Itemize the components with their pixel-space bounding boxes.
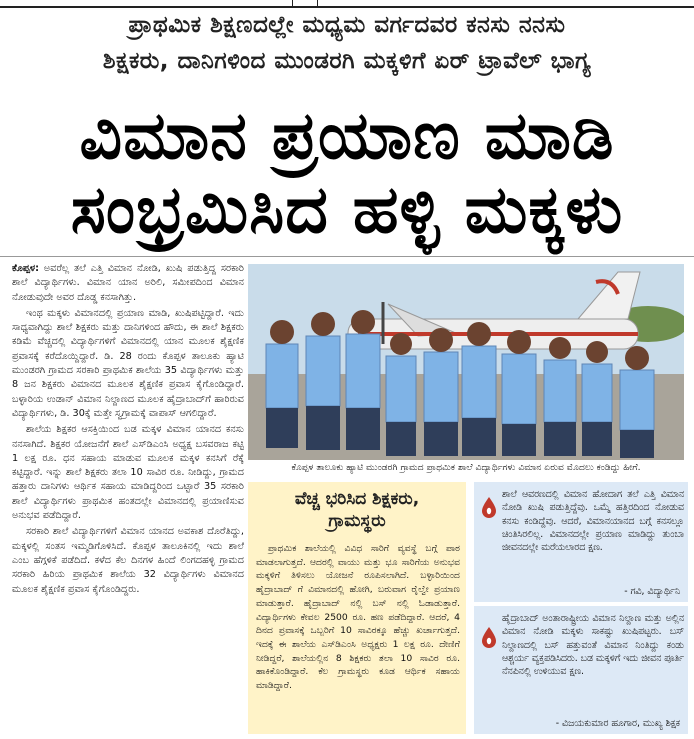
sidebar-box: [248, 482, 466, 734]
photo-caption: ಕೊಪ್ಪಳ ತಾಲೂಕು ಹ್ಯಾಟಿ ಮುಂಡರಗಿ ಗ್ರಾಮದ ಪ್ರಾಥಮಿಕ ಶಾಲೆ ವಿದ್ಯಾರ್ಥಿಗಳು ವಿಮಾನ ಏರುವ ಮೊದಲು ಕಂಡಿದ್ದು ಹೀಗೆ.: [291, 462, 641, 473]
quote-text: ಶಾಲೆ ಆವರಣದಲ್ಲಿ ವಿಮಾನ ಹೋದಾಗ ತಲೆ ಎತ್ತಿ ವಿಮಾನ ನೋಡಿ ಖುಷಿ ಪಡುತ್ತಿದ್ದೆವು. ಒಮ್ಮೆ ಹತ್ತಿರದಿಂದ ನೋಡುವ ಕನಸು ಕಂಡಿದ್ದೆವು. ಆದರೆ, ವಿಮಾನಯಾನದ ಬಗ್ಗೆ ಕನಸಲ್ಲೂ ಚಿಂತಿಸಿರಲಿಲ್ಲ. ವಿಮಾನದಲ್ಲೇ ಪ್ರಯಾಣ ಮಾಡಿದ್ದು ತುಂಬಾ ಜೀವನದಲ್ಲೇ ಮರೆಯಲಾರದ ಕ್ಷಣ.: [502, 489, 684, 554]
kicker-line-2: ಶಿಕ್ಷಕರು, ದಾನಿಗಳಿಂದ ಮುಂಡರಗಿ ಮಕ್ಕಳಿಗೆ ಏರ್ ಟ್ರಾವೆಲ್ ಭಾಗ್ಯ: [102, 48, 592, 74]
news-photo: [248, 264, 684, 460]
dateline: ಕೊಪ್ಪಳ:: [12, 263, 40, 274]
top-rule: [0, 6, 694, 8]
quote-author: - ಗವಿ, ವಿದ್ಯಾರ್ಥಿನಿ: [624, 586, 680, 597]
paragraph-2: ಇಂಥ ಮಕ್ಕಳು ವಿಮಾನದಲ್ಲಿ ಪ್ರಯಾಣ ಮಾಡಿ, ಖುಷಿಪಟ್ಟಿದ್ದಾರೆ. ಇದು ಸಾಧ್ಯವಾಗಿದ್ದು ಶಾಲೆ ಶಿಕ್ಷಕರು ಮತ್ತು ದಾನಿಗಳಿಂದ ಹೌದು, ಈ ಶಾಲೆ ಶಿಕ್ಷಕರು ಕಡಿಮೆ ವೆಚ್ಚದಲ್ಲಿ ವಿದ್ಯಾರ್ಥಿಗಳಿಗೆ ವಿಮಾನದಲ್ಲಿ ಯಾನ ಮೂಲಕ ಶೈಕ್ಷಣಿಕ ಪ್ರವಾಸಕ್ಕೆ ಕರೆದೊಯ್ದಿದ್ದಾರೆ. ಡಿ. 28 ರಂದು ಕೊಪ್ಪಳ ತಾಲೂಕು ಹ್ಯಾಟಿ ಮುಂಡರಗಿ ಗ್ರಾಮದ ಸರಕಾರಿ ಪ್ರಾಥಮಿಕ ಶಾಲೆಯ 35 ವಿದ್ಯಾರ್ಥಿಗಳು ಮತ್ತು 8 ಜನ ಶಿಕ್ಷಕರು ವಿಮಾನದ ಮೂಲಕ ಶೈಕ್ಷಣಿಕ ಪ್ರವಾಸ ಕೈಗೊಂಡಿದ್ದಾರೆ. ಬಳ್ಳಾರಿಯ ಉಡಾನ್ ವಿಮಾನ ನಿಲ್ದಾಣದ ಮೂಲಕ ಹೈದ್ರಾಬಾದ್‌ಗೆ ಹಾರಿರುವ ವಿದ್ಯಾರ್ಥಿಗಳು, ಡಿ. 30ಕ್ಕೆ ಮತ್ತೇ ಸ್ವಗ್ರಾಮಕ್ಕೆ ವಾಪಾಸ್ ಆಗಲಿದ್ದಾರೆ.: [12, 307, 244, 419]
headline-line-1: ವಿಮಾನ ಪ್ರಯಾಣ ಮಾಡಿ: [79, 97, 615, 174]
paragraph-1: [12, 262, 244, 305]
headline-divider: [0, 256, 694, 257]
headline-line-2: ಸಂಭ್ರಮಿಸಿದ ಹಳ್ಳಿ ಮಕ್ಕಳು: [70, 171, 624, 248]
quote-box-teacher: [474, 606, 688, 734]
kicker-line-1: ಪ್ರಾಥಮಿಕ ಶಿಕ್ಷಣದಲ್ಲೇ ಮಧ್ಯಮ ವರ್ಗದವರ ಕನಸು ನನಸು: [128, 12, 566, 38]
quote-author: - ವಿಜಯಕುಮಾರ ಹೂಗಾರ, ಮುಖ್ಯ ಶಿಕ್ಷಕ: [555, 718, 680, 729]
sidebar-title: [248, 488, 466, 532]
sidebar-title-line-2: ಗ್ರಾಮಸ್ಥರು: [328, 511, 386, 531]
quote-mark-icon: [480, 496, 498, 518]
article-body: [12, 262, 244, 736]
news-photo-illustration: [248, 264, 684, 460]
quote-text: ಹೈದ್ರಾಬಾದ್ ಅಂತಾರಾಷ್ಟ್ರೀಯ ವಿಮಾನ ನಿಲ್ದಾಣ ಮತ್ತು ಅಲ್ಲಿನ ವಿಮಾನ ನೋಡಿ ಮಕ್ಕಳು ಸಾಕಷ್ಟು ಖುಷಿಪಟ್ಟರು. ಬಸ್ ನಿಲ್ದಾಣದಲ್ಲಿ ಬಸ್ ಹತ್ತುವಂತೆ ವಿಮಾನ ನಿಂತಿದ್ದು ಕಂಡು ಆಶ್ಚರ್ಯ ವ್ಯಕ್ತಪಡಿಸಿದರು. ಬಡ ಮಕ್ಕಳಿಗೆ ಇದು ಜೀವನ ಪೂರ್ತಿ ನೆನಪಿನಲ್ಲಿ ಉಳಿಯುವ ಕ್ಷಣ.: [502, 613, 684, 678]
sidebar-title-line-1: ವೆಚ್ಚ ಭರಿಸಿದ ಶಿಕ್ಷಕರು,: [294, 489, 420, 509]
quote-mark-icon: [480, 626, 498, 648]
sidebar-body: ಪ್ರಾಥಮಿಕ ಶಾಲೆಯಲ್ಲಿ ವಿವಿಧ ಸಾರಿಗೆ ವ್ಯವಸ್ಥೆ ಬಗ್ಗೆ ಪಾಠ ಮಾಡಲಾಗುತ್ತದೆ. ಆದರಲ್ಲಿ ವಾಯು ಮತ್ತು ಭೂ ಸಾರಿಗೆಯ ಅನುಭವ ಮಕ್ಕಳಿಗೆ ತಿಳಿಸಲು ಯೋಜನೆ ರೂಪಿಸಲಾಗಿದೆ. ಬಳ್ಳಾರಿಯಿಂದ ಹೈದ್ರಾಬಾದ್ ಗೆ ವಿಮಾನದಲ್ಲಿ ಹೋಗಿ, ಬರುವಾಗ ರೈಲ್ವೇ ಪ್ರಯಾಣ ಮಾಡುತ್ತಾರೆ. ಹೈದ್ರಾಬಾದ್ ನಲ್ಲಿ ಬಸ್ ನಲ್ಲಿ ಓಡಾಡುತ್ತಾರೆ. ವಿದ್ಯಾರ್ಥಿಗಳು ಕೇವಲ 2500 ರೂ. ಹಣ ಪಡೆದಿದ್ದಾರೆ. ಆದರೆ, 4 ದಿನದ ಪ್ರವಾಸಕ್ಕೆ ಒಬ್ಬರಿಗೆ 10 ಸಾವಿರಕ್ಕೂ ಹೆಚ್ಚು ಖರ್ಚಾಗುತ್ತದೆ. ಇದಕ್ಕೆ ಈ ಶಾಲೆಯ ಎಸ್‌ಡಿಎಂಸಿ ಅಧ್ಯಕ್ಷರು 1 ಲಕ್ಷ ರೂ. ದೇಣಿಗೆ ನೀಡಿದ್ದರೆ, ಶಾಲೆಯಲ್ಲಿನ 8 ಶಿಕ್ಷಕರು ತಲಾ 10 ಸಾವಿರ ರೂ. ಹಾಕಿಕೊಂಡಿದ್ದಾರೆ. ಕೆಲ ಗ್ರಾಮಸ್ಥರು ಕೂಡ ಆರ್ಥಿಕ ಸಹಾಯ ಮಾಡಿದ್ದಾರೆ.: [256, 543, 460, 692]
paragraph-3: ಶಾಲೆಯ ಶಿಕ್ಷಕರ ಆಸಕ್ತಿಯಿಂದ ಬಡ ಮಕ್ಕಳ ವಿಮಾನ ಯಾನದ ಕನಸು ನನಸಾಗಿದೆ. ಶಿಕ್ಷಕರ ಯೋಜನೆಗೆ ಶಾಲೆ ಎಸ್‌ಡಿಎಂಸಿ ಅಧ್ಯಕ್ಷ ಬಸವರಾಜ ಕಟ್ಟಿ 1 ಲಕ್ಷ ರೂ. ಧನ ಸಹಾಯ ಮಾಡುವ ಮೂಲಕ ಮಕ್ಕಳ ಕನಸಿಗೆ ರೆಕ್ಕೆ ಕಟ್ಟಿದ್ದಾರೆ. ಇನ್ನು ಶಾಲೆ ಶಿಕ್ಷಕರು ತಲಾ 10 ಸಾವಿರ ರೂ. ನೀಡಿದ್ದು, ಗ್ರಾಮದ ಹತ್ತಾರು ದಾನಿಗಳು ಆರ್ಥಿಕ ಸಹಾಯ ಮಾಡಿದ್ದರಿಂದ ಒಟ್ಟಾರೆ 35 ಸರಕಾರಿ ಶಾಲೆ ವಿದ್ಯಾರ್ಥಿಗಳು ಪ್ರಾಥಮಿಕ ಹಂತದಲ್ಲೇ ವಿಮಾನದಲ್ಲಿ ಪ್ರಯಾಣಿಸುವ ಅನುಭವ ಪಡೆದಿದ್ದಾರೆ.: [12, 424, 244, 522]
paragraph-1-text: ಅವರೆಲ್ಲ ತಲೆ ಎತ್ತಿ ವಿಮಾನ ನೋಡಿ, ಖುಷಿ ಪಡುತ್ತಿದ್ದ ಸರಕಾರಿ ಶಾಲೆ ವಿದ್ಯಾರ್ಥಿಗಳು. ವಿಮಾನ ಯಾನ ಅರಿಲಿ, ಸಮೀಪದಿಂದ ವಿಮಾನ ನೋಡುವುದೇ ಅವರ ದೊಡ್ಡ ಕನಸಾಗಿತ್ತು.: [12, 263, 244, 303]
quote-box-student: [474, 482, 688, 602]
paragraph-4: ಸರಕಾರಿ ಶಾಲೆ ವಿದ್ಯಾರ್ಥಿಗಳಿಗೆ ವಿಮಾನ ಯಾನದ ಅವಕಾಶ ದೊರೆತಿದ್ದು, ಮಕ್ಕಳಲ್ಲಿ ಸಂತಸ ಇಮ್ಮಡಿಗೊಳಿಸಿದೆ. ಕೊಪ್ಪಳ ತಾಲೂಕಿನಲ್ಲಿ ಇದು ಶಾಲೆ ಎಂಬ ಹೆಗ್ಗಳಿಕೆ ಪಡೆದಿದೆ. ಕಳೆದ ಕೆಲ ದಿನಗಳ ಹಿಂದೆ ಲಿಂಗದಹಳ್ಳಿ ಗ್ರಾಮದ ಸರಕಾರಿ ಹಿರಿಯ ಪ್ರಾಥಮಿಕ ಶಾಲೆಯ 32 ವಿದ್ಯಾರ್ಥಿಗಳು ವಿಮಾನದ ಮೂಲಕ ಶೈಕ್ಷಣಿಕ ಪ್ರವಾಸ ಕೈಗೊಂಡಿದ್ದರು.: [12, 526, 244, 595]
